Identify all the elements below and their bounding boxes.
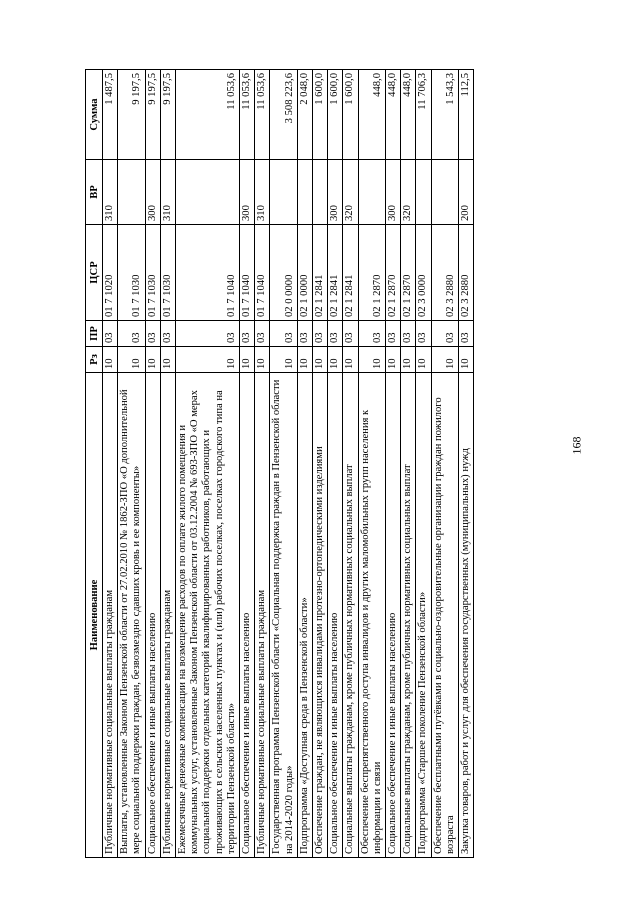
table-row <box>240 70 255 858</box>
cell-rz: 10 <box>386 347 401 373</box>
cell-vr <box>297 160 312 225</box>
cell-name: Социальное обеспечение и иные выплаты населению <box>240 373 255 858</box>
cell-vr: 300 <box>386 160 401 225</box>
cell-rz: 10 <box>103 347 118 373</box>
cell-vr: 200 <box>459 160 474 225</box>
table-row <box>270 70 297 858</box>
cell-pr: 03 <box>255 321 270 347</box>
cell-sum: 448,0 <box>358 70 385 160</box>
table-header-row <box>86 70 103 858</box>
cell-vr: 320 <box>343 160 358 225</box>
header-csr: ЦСР <box>86 225 103 321</box>
table-row <box>103 70 118 858</box>
cell-sum: 112,5 <box>459 70 474 160</box>
cell-name: Социальные выплаты гражданам, кроме публичных нормативных социальных выплат <box>401 373 416 858</box>
table-row <box>297 70 312 858</box>
cell-pr: 03 <box>118 321 145 347</box>
header-rz: Рз <box>86 347 103 373</box>
cell-vr: 300 <box>145 160 160 225</box>
cell-csr: 01 7 1030 <box>118 225 145 321</box>
cell-csr: 02 1 2841 <box>328 225 343 321</box>
table-row <box>401 70 416 858</box>
cell-sum: 9 197,5 <box>145 70 160 160</box>
cell-sum: 11 706,3 <box>416 70 431 160</box>
cell-name: Обеспечение бесплатными путёвками в социально-оздоровительные организации граждан пожилого возраста <box>431 373 458 858</box>
cell-csr: 01 7 1030 <box>160 225 175 321</box>
cell-rz: 10 <box>459 347 474 373</box>
cell-name: Публичные нормативные социальные выплаты гражданам <box>160 373 175 858</box>
cell-rz: 10 <box>313 347 328 373</box>
table-row <box>313 70 328 858</box>
cell-csr: 02 0 0000 <box>270 225 297 321</box>
table-row <box>431 70 458 858</box>
table-row <box>328 70 343 858</box>
cell-name: Государственная программа Пензенской области «Социальная поддержка граждан в Пензенской области на 2014-2020 годы» <box>270 373 297 858</box>
budget-table <box>85 69 474 858</box>
cell-rz: 10 <box>176 347 240 373</box>
cell-sum: 2 048,0 <box>297 70 312 160</box>
cell-pr: 03 <box>386 321 401 347</box>
cell-csr: 01 7 1040 <box>176 225 240 321</box>
cell-sum: 448,0 <box>401 70 416 160</box>
table-row <box>255 70 270 858</box>
cell-rz: 10 <box>358 347 385 373</box>
cell-csr: 02 1 2841 <box>313 225 328 321</box>
cell-sum: 9 197,5 <box>160 70 175 160</box>
cell-rz: 10 <box>416 347 431 373</box>
cell-vr: 300 <box>328 160 343 225</box>
cell-rz: 10 <box>270 347 297 373</box>
cell-csr: 02 3 2880 <box>459 225 474 321</box>
header-vr: ВР <box>86 160 103 225</box>
cell-csr: 01 7 1040 <box>255 225 270 321</box>
cell-rz: 10 <box>255 347 270 373</box>
cell-sum: 1 600,0 <box>328 70 343 160</box>
cell-csr: 01 7 1020 <box>103 225 118 321</box>
cell-rz: 10 <box>328 347 343 373</box>
header-pr: ПР <box>86 321 103 347</box>
cell-vr: 300 <box>240 160 255 225</box>
cell-sum: 1 600,0 <box>313 70 328 160</box>
cell-vr <box>270 160 297 225</box>
cell-rz: 10 <box>118 347 145 373</box>
table-row <box>386 70 401 858</box>
cell-csr: 02 1 0000 <box>297 225 312 321</box>
cell-csr: 02 1 2870 <box>386 225 401 321</box>
table-row <box>358 70 385 858</box>
cell-sum: 9 197,5 <box>118 70 145 160</box>
cell-pr: 03 <box>431 321 458 347</box>
cell-pr: 03 <box>270 321 297 347</box>
table-row <box>343 70 358 858</box>
cell-name: Публичные нормативные социальные выплаты гражданам <box>255 373 270 858</box>
cell-rz: 10 <box>145 347 160 373</box>
cell-name: Обеспечение беспрепятственного доступа инвалидов и других маломобильных групп населения к информации и связи <box>358 373 385 858</box>
cell-pr: 03 <box>176 321 240 347</box>
cell-vr: 320 <box>401 160 416 225</box>
table-row <box>145 70 160 858</box>
cell-vr <box>176 160 240 225</box>
cell-pr: 03 <box>103 321 118 347</box>
cell-vr <box>416 160 431 225</box>
cell-name: Выплаты, установленные Законом Пензенской области от 27.02.2010 № 1862-ЗПО «О дополнительной мере социальной поддержки граждан, безвозмездно сдавших кровь и ее компоненты» <box>118 373 145 858</box>
cell-pr: 03 <box>416 321 431 347</box>
cell-csr: 02 3 0000 <box>416 225 431 321</box>
cell-pr: 03 <box>240 321 255 347</box>
cell-vr <box>358 160 385 225</box>
rotated-page-content <box>85 70 540 858</box>
cell-pr: 03 <box>145 321 160 347</box>
cell-sum: 448,0 <box>386 70 401 160</box>
cell-name: Обеспечение граждан, не являющихся инвалидами протезно-ортопедическими изделиями <box>313 373 328 858</box>
cell-csr: 02 1 2841 <box>343 225 358 321</box>
cell-sum: 11 053,6 <box>176 70 240 160</box>
cell-csr: 01 7 1040 <box>240 225 255 321</box>
cell-name: Подпрограмма «Старшее поколение Пензенской области» <box>416 373 431 858</box>
table-row <box>160 70 175 858</box>
cell-name: Социальное обеспечение и иные выплаты населению <box>328 373 343 858</box>
cell-pr: 03 <box>297 321 312 347</box>
cell-name: Подпрограмма «Доступная среда в Пензенской области» <box>297 373 312 858</box>
cell-pr: 03 <box>328 321 343 347</box>
cell-rz: 10 <box>343 347 358 373</box>
cell-rz: 10 <box>160 347 175 373</box>
cell-sum: 1 543,3 <box>431 70 458 160</box>
cell-sum: 1 600,0 <box>343 70 358 160</box>
table-row <box>176 70 240 858</box>
cell-name: Социальное обеспечение и иные выплаты населению <box>145 373 160 858</box>
cell-rz: 10 <box>401 347 416 373</box>
cell-rz: 10 <box>240 347 255 373</box>
cell-pr: 03 <box>343 321 358 347</box>
cell-vr: 310 <box>103 160 118 225</box>
cell-rz: 10 <box>431 347 458 373</box>
cell-name: Социальное обеспечение и иные выплаты населению <box>386 373 401 858</box>
cell-pr: 03 <box>358 321 385 347</box>
cell-pr: 03 <box>401 321 416 347</box>
cell-rz: 10 <box>297 347 312 373</box>
cell-vr <box>431 160 458 225</box>
table-row <box>459 70 474 858</box>
cell-vr <box>313 160 328 225</box>
cell-pr: 03 <box>160 321 175 347</box>
cell-name: Публичные нормативные социальные выплаты гражданам <box>103 373 118 858</box>
cell-name: Социальные выплаты гражданам, кроме публичных нормативных социальных выплат <box>343 373 358 858</box>
cell-csr: 01 7 1030 <box>145 225 160 321</box>
cell-pr: 03 <box>459 321 474 347</box>
cell-csr: 02 3 2880 <box>431 225 458 321</box>
cell-sum: 1 487,5 <box>103 70 118 160</box>
cell-csr: 02 1 2870 <box>358 225 385 321</box>
cell-sum: 3 508 223,6 <box>270 70 297 160</box>
table-body <box>103 70 474 858</box>
cell-csr: 02 1 2870 <box>401 225 416 321</box>
header-sum: Сумма <box>86 70 103 160</box>
cell-sum: 11 053,6 <box>240 70 255 160</box>
cell-vr: 310 <box>160 160 175 225</box>
cell-name: Закупка товаров, работ и услуг для обеспечения государственных (муниципальных) нужд <box>459 373 474 858</box>
cell-sum: 11 053,6 <box>255 70 270 160</box>
header-name: Наименование <box>86 373 103 858</box>
table-row <box>118 70 145 858</box>
cell-vr: 310 <box>255 160 270 225</box>
cell-name: Ежемесячные денежные компенсации на возмещение расходов по оплате жилого помещения и коммунальных услуг, установленные Законом Пензенской области от 03.12.2004 № 693-ЗПО «О мерах социальной поддержки отдельных категорий квалифицированных работников, работающих и проживающих в сельских населенных пунктах и (или) рабочих поселках, поселках городского типа на территории Пензенской области» <box>176 373 240 858</box>
cell-pr: 03 <box>313 321 328 347</box>
page-number: 168 <box>569 436 584 455</box>
cell-vr <box>118 160 145 225</box>
table-row <box>416 70 431 858</box>
